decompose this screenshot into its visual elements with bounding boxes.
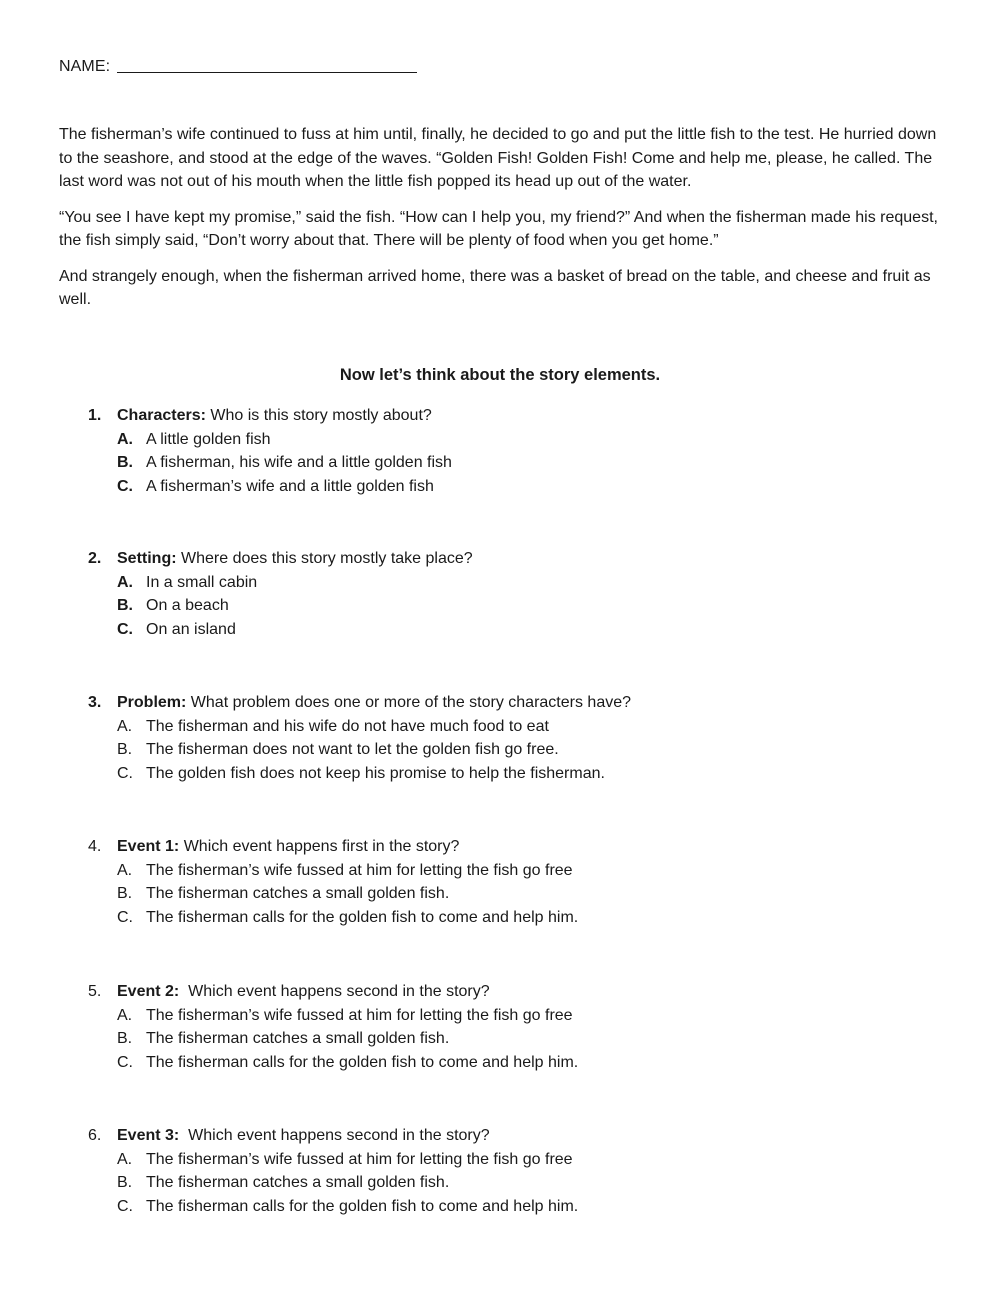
option-letter: C.: [117, 1053, 133, 1071]
option-text: The fisherman catches a small golden fish.: [146, 1030, 450, 1048]
option-text: A fisherman’s wife and a little golden fish: [146, 477, 434, 495]
option-letter: B.: [117, 454, 133, 472]
option-text: The fisherman’s wife fussed at him for letting the fish go free: [146, 861, 573, 879]
option-letter: C.: [117, 908, 133, 926]
option-letter: A.: [117, 573, 133, 591]
option-text: The fisherman’s wife fussed at him for letting the fish go free: [146, 1150, 573, 1168]
option-letter: B.: [117, 597, 133, 615]
question-number: 1.: [88, 407, 102, 424]
name-field-line: [59, 58, 417, 76]
question-text: Which event happens second in the story?: [179, 983, 490, 1000]
story-paragraph-2: “You see I have kept my promise,” said the fish. “How can I help you, my friend?” And when the fisherman made his request, the fish simply said, “Don’t worry about that. There will be plenty of food when you get home.”: [59, 208, 938, 249]
question-label: Event 2:: [117, 983, 180, 1000]
option-text: The fisherman calls for the golden fish to come and help him.: [146, 1053, 579, 1071]
question-number: 2.: [88, 550, 102, 567]
option-a[interactable]: [88, 715, 631, 739]
question-label: Problem:: [117, 694, 187, 711]
question-number: 3.: [88, 694, 102, 711]
option-letter: C.: [117, 764, 133, 782]
option-c[interactable]: [88, 906, 578, 930]
option-text: In a small cabin: [146, 573, 258, 591]
option-letter: B.: [117, 1174, 133, 1192]
question-prompt: [88, 547, 473, 571]
option-a[interactable]: [88, 571, 473, 595]
question-text: What problem does one or more of the story characters have?: [186, 694, 632, 711]
option-b[interactable]: [88, 738, 631, 762]
question-4: [88, 835, 578, 929]
option-b[interactable]: [88, 1171, 578, 1195]
question-6: [88, 1124, 578, 1218]
question-3: [88, 691, 631, 785]
option-letter: C.: [117, 620, 133, 638]
option-c[interactable]: [88, 762, 631, 786]
option-letter: C.: [117, 1197, 133, 1215]
question-label: Event 1:: [117, 838, 180, 855]
name-blank-line[interactable]: [117, 58, 417, 73]
option-letter: C.: [117, 477, 133, 495]
question-prompt: [88, 691, 631, 715]
option-text: The fisherman’s wife fussed at him for letting the fish go free: [146, 1006, 573, 1024]
option-c[interactable]: [88, 618, 473, 642]
question-text: Which event happens second in the story?: [179, 1127, 490, 1144]
question-number: 5.: [88, 983, 102, 1000]
option-text: A little golden fish: [146, 430, 271, 448]
option-a[interactable]: [88, 1148, 578, 1172]
option-text: On a beach: [146, 597, 229, 615]
option-letter: A.: [117, 1006, 133, 1024]
option-text: On an island: [146, 620, 236, 638]
option-b[interactable]: [88, 882, 578, 906]
option-letter: A.: [117, 861, 133, 879]
option-b[interactable]: [88, 594, 473, 618]
option-b[interactable]: [88, 451, 452, 475]
question-label: Characters:: [117, 407, 206, 424]
name-label: NAME:: [59, 58, 111, 75]
option-c[interactable]: [88, 475, 452, 499]
question-label: Event 3:: [117, 1127, 180, 1144]
story-passage: [59, 123, 944, 324]
question-5: [88, 980, 578, 1074]
question-prompt: [88, 404, 452, 428]
option-text: The fisherman catches a small golden fish.: [146, 1174, 450, 1192]
story-paragraph-3: And strangely enough, when the fisherman arrived home, there was a basket of bread on the table, and cheese and fruit as well.: [59, 267, 931, 308]
option-text: A fisherman, his wife and a little golden fish: [146, 454, 452, 472]
option-a[interactable]: [88, 428, 452, 452]
option-text: The fisherman catches a small golden fish.: [146, 885, 450, 903]
option-text: The fisherman calls for the golden fish to come and help him.: [146, 908, 579, 926]
question-label: Setting:: [117, 550, 177, 567]
question-prompt: [88, 835, 578, 859]
question-text: Which event happens first in the story?: [179, 838, 460, 855]
option-b[interactable]: [88, 1027, 578, 1051]
question-prompt: [88, 980, 578, 1004]
option-a[interactable]: [88, 859, 578, 883]
option-text: The golden fish does not keep his promise to help the fisherman.: [146, 764, 605, 782]
option-text: The fisherman does not want to let the golden fish go free.: [146, 741, 559, 759]
option-c[interactable]: [88, 1051, 578, 1075]
question-2: [88, 547, 473, 641]
option-letter: B.: [117, 741, 133, 759]
question-text: Who is this story mostly about?: [205, 407, 432, 424]
question-prompt: [88, 1124, 578, 1148]
question-text: Where does this story mostly take place?: [176, 550, 473, 567]
section-heading: Now let’s think about the story elements.: [339, 366, 661, 384]
option-letter: B.: [117, 1030, 133, 1048]
question-number: 6.: [88, 1127, 102, 1144]
question-1: [88, 404, 452, 498]
option-letter: A.: [117, 1150, 133, 1168]
option-letter: A.: [117, 430, 133, 448]
option-c[interactable]: [88, 1195, 578, 1219]
option-a[interactable]: [88, 1004, 578, 1028]
question-number: 4.: [88, 838, 102, 855]
option-text: The fisherman calls for the golden fish to come and help him.: [146, 1197, 579, 1215]
story-paragraph-1: The fisherman’s wife continued to fuss at him until, finally, he decided to go and put the little fish to the test. He hurried down to the seashore, and stood at the edge of the waves. “Golden Fish! Golden Fish! Come and help me, please, he called. The last word was not out of his mouth when the little fish popped its head up out of the water.: [59, 126, 937, 190]
option-letter: B.: [117, 885, 133, 903]
option-letter: A.: [117, 717, 133, 735]
option-text: The fisherman and his wife do not have much food to eat: [146, 717, 549, 735]
